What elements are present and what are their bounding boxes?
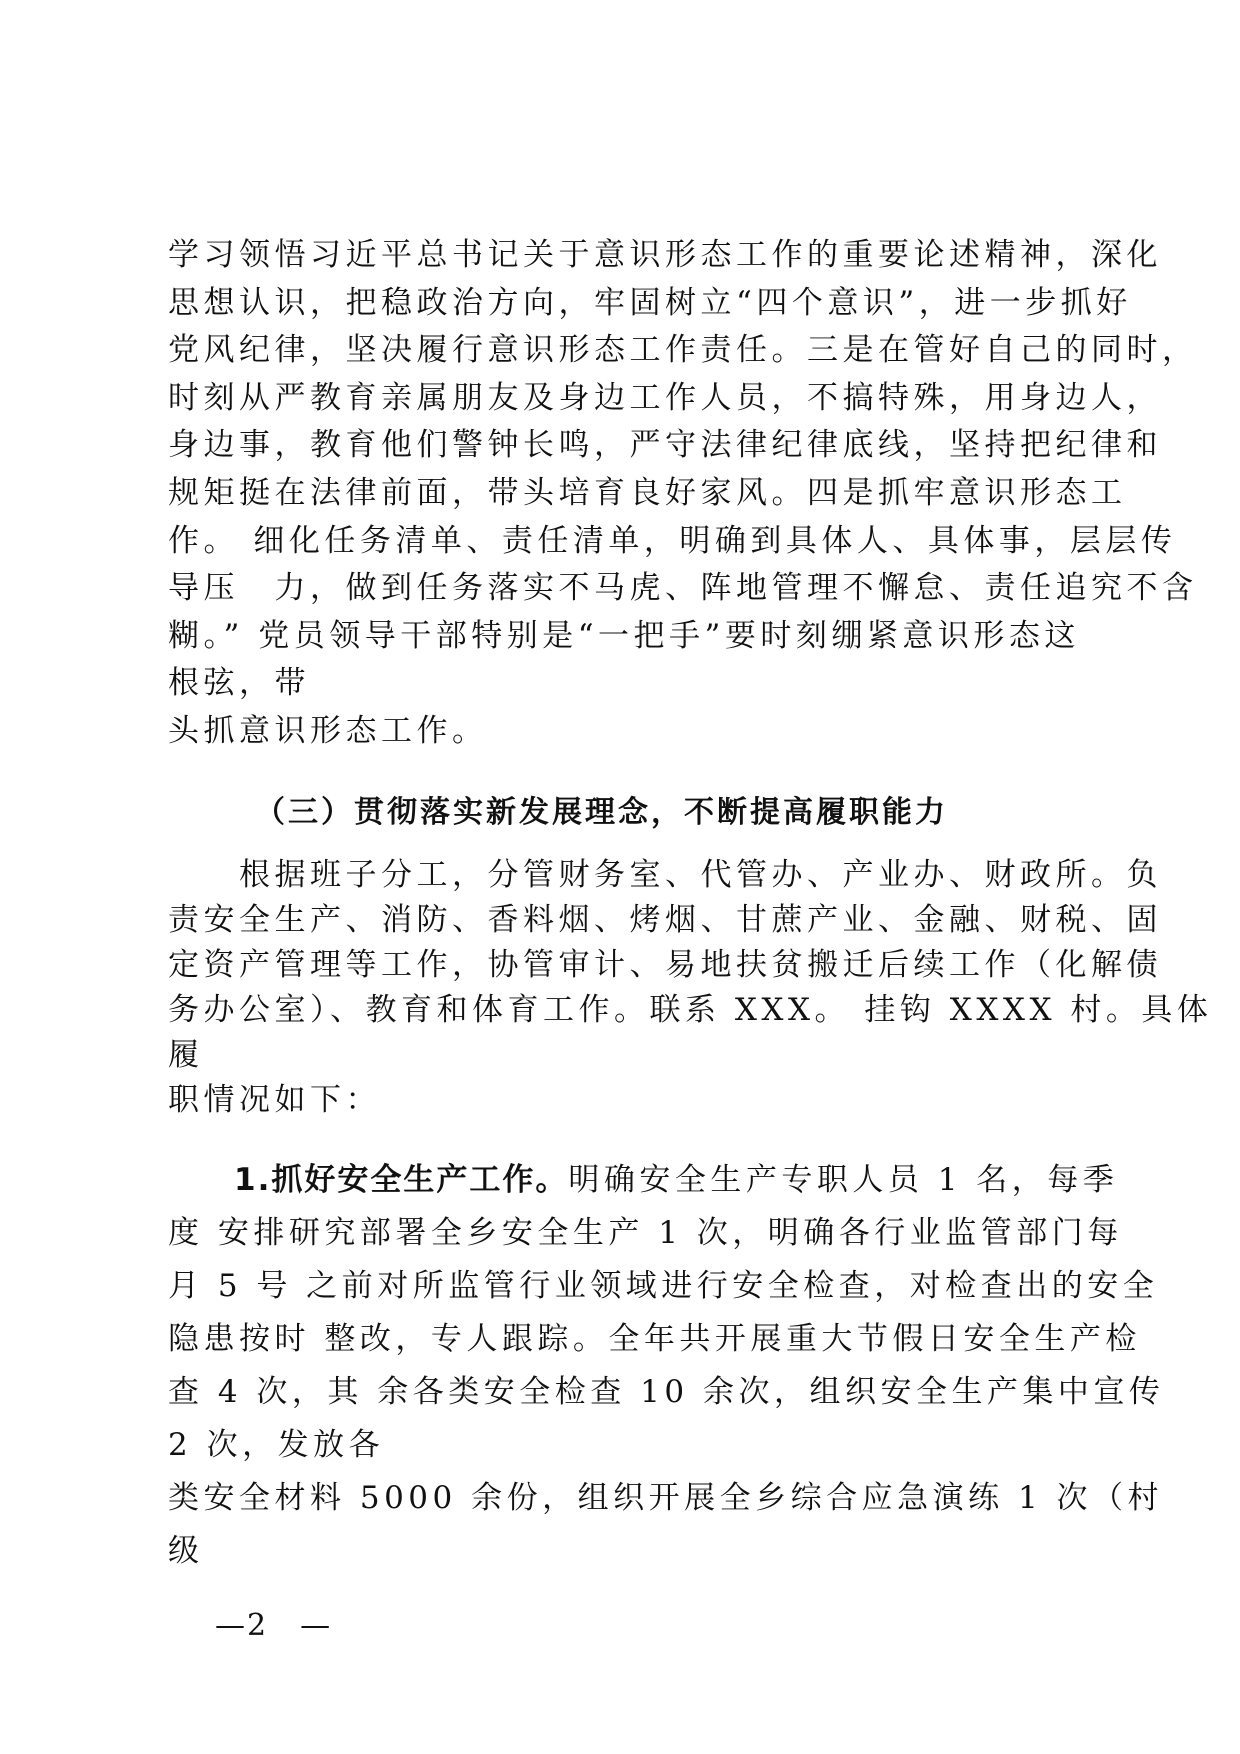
page-number: —2 — [215, 1608, 333, 1643]
safety-first-line-text: 明确安全生产专职人员 1 名，每季 [568, 1162, 1119, 1198]
text-line: 级 [168, 1533, 204, 1569]
text-line: 职情况如下： [168, 1082, 381, 1118]
paragraph-safety [168, 1154, 1165, 1578]
text-line: 思想认识，把稳政治方向，牢固树立“四个意识”，进一步抓好 [168, 284, 1132, 321]
text-line: 履 [168, 1037, 204, 1073]
text-line: 月 5 号 之前对所监管行业领域进行安全检查，对检查出的安全 [168, 1268, 1159, 1304]
text-line: 糊。” 党员领导干部特别是“一把手”要时刻绷紧意识形态这 [168, 617, 1080, 654]
safety-lead-heading: 1.抓好安全生产工作。 [168, 1162, 569, 1198]
text-line: 规矩挺在法律前面，带头培育良好家风。四是抓牢意识形态工 [168, 474, 1127, 511]
text-line: 时刻从严教育亲属朋友及身边工作人员，不搞特殊，用身边人， [168, 379, 1162, 416]
text-line: 学习领悟习近平总书记关于意识形态工作的重要论述精神，深化 [168, 237, 1162, 273]
text-line: 责安全生产、消防、香料烟、烤烟、甘蔗产业、金融、财税、固 [168, 902, 1162, 938]
text-line: 查 4 次，其 余各类安全检查 10 余次，组织安全生产集中宣传 [168, 1374, 1165, 1410]
text-line: 2 次，发放各 [168, 1427, 385, 1463]
text-line: 头抓意识形态工作。 [168, 712, 488, 749]
text-line: 作。 细化任务清单、责任清单，明确到具体人、具体事，层层传 [168, 522, 1177, 559]
paragraph-continued [168, 232, 1198, 756]
section-heading: （三）贯彻落实新发展理念，不断提高履职能力 [255, 795, 948, 830]
paragraph-duties [168, 853, 1213, 1123]
text-line: 务办公室）、教育和体育工作。联系 XXX。 挂钩 XXXX 村。具体 [168, 992, 1213, 1028]
text-line: 根据班子分工，分管财务室、代管办、产业办、财政所。负 [168, 857, 1162, 893]
text-line [168, 1154, 1119, 1207]
text-line: 党风纪律，坚决履行意识形态工作责任。三是在管好自己的同时， [168, 332, 1198, 369]
text-line: 定资产管理等工作，协管审计、易地扶贫搬迁后续工作（化解债 [168, 947, 1162, 983]
text-line: 隐患按时 整改，专人跟踪。全年共开展重大节假日安全生产检 [168, 1321, 1141, 1357]
text-line: 类安全材料 5000 余份，组织开展全乡综合应急演练 1 次（村 [168, 1480, 1164, 1516]
text-line: 身边事，教育他们警钟长鸣，严守法律纪律底线，坚持把纪律和 [168, 427, 1162, 464]
text-line: 导压 力，做到任务落实不马虎、阵地管理不懈怠、责任追究不含 [168, 570, 1198, 607]
text-line: 度 安排研究部署全乡安全生产 1 次，明确各行业监管部门每 [168, 1215, 1123, 1251]
text-line: 根弦，带 [168, 665, 310, 702]
